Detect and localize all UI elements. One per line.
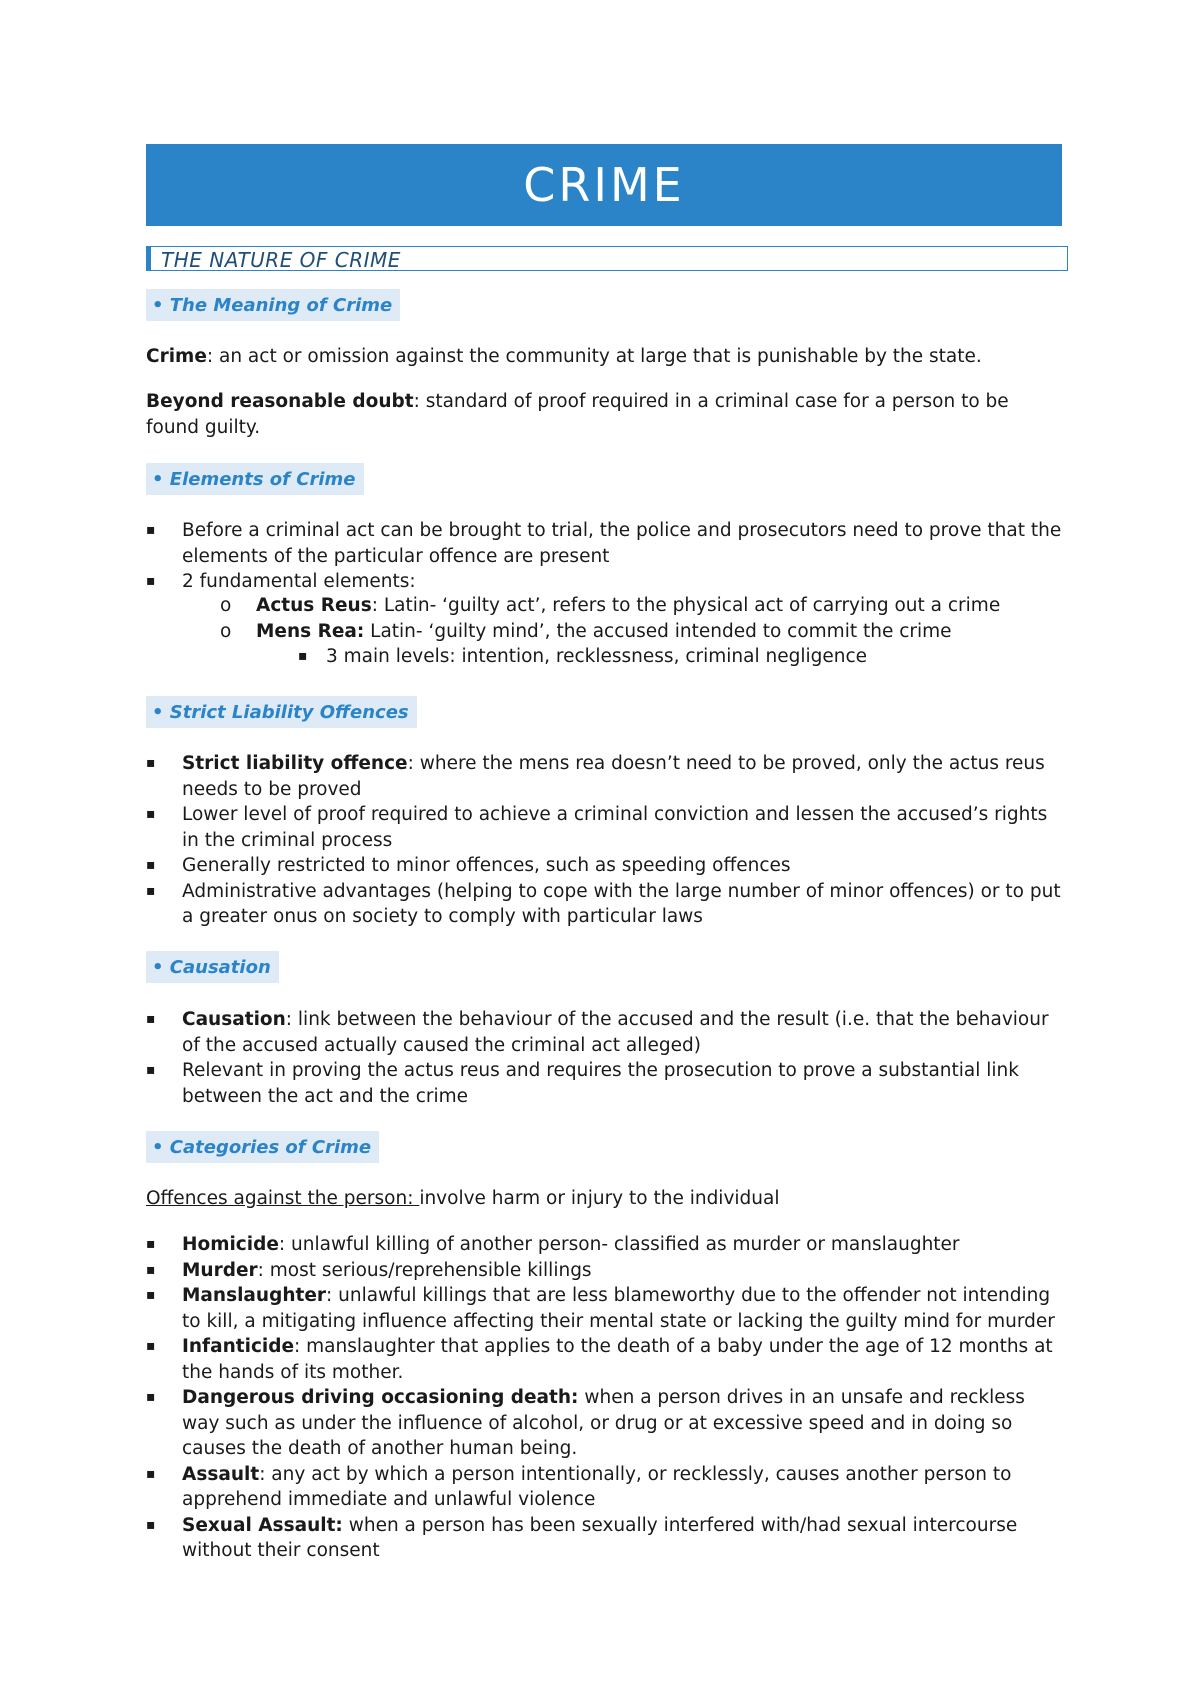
section-heading-box [146, 246, 1068, 271]
list-item [146, 1462, 1066, 1513]
square-bullet-icon: ▪ [298, 648, 308, 664]
list-item-text: when a person has been sexually interfered with/had sexual intercourse without their consent [182, 1514, 1018, 1561]
list-item-text: Lower level of proof required to achieve a criminal conviction and lessen the accused’s rights in the criminal process [182, 804, 1048, 851]
list-item-text: : where the mens rea doesn’t need to be proved, only the actus reus needs to be proved [182, 753, 1045, 800]
subheading-meaning-label: • The Meaning of Crime [152, 294, 393, 316]
elements-list [146, 518, 1066, 595]
subheading-elements-label: • Elements of Crime [152, 468, 356, 490]
list-item-term: Murder [182, 1259, 258, 1281]
categories-list [146, 1232, 1066, 1564]
offences-intro-underlined: Offences against the person: [146, 1188, 420, 1209]
list-item-term: Assault [182, 1463, 260, 1485]
list-item [146, 751, 1066, 802]
title-banner [146, 144, 1062, 226]
list-item [146, 879, 1066, 930]
sub-item-actus [146, 593, 1066, 619]
element-sublist [146, 593, 1066, 670]
list-item-text: Generally restricted to minor offences, such as speeding offences [182, 855, 791, 876]
sub-sub-item-levels [146, 644, 1066, 670]
section-heading: THE NATURE OF CRIME [161, 248, 401, 272]
list-item-text: 2 fundamental elements: [182, 571, 416, 592]
list-item [146, 1232, 1066, 1258]
list-item-text: : link between the behaviour of the accused and the result (i.e. that the behaviour of the accused actually caused the criminal act alleged) [182, 1009, 1049, 1056]
list-item [146, 1385, 1066, 1462]
levels-text: 3 main levels: intention, recklessness, criminal negligence [326, 646, 868, 667]
list-item [146, 518, 1066, 569]
list-item [146, 1513, 1066, 1564]
subheading-categories [146, 1131, 379, 1163]
subheading-strict [146, 696, 417, 728]
list-item-text: : unlawful killings that are less blameworthy due to the offender not intending to kill, a mitigating influence affecting their mental state or lacking the guilty mind for murder [182, 1285, 1055, 1332]
subheading-categories-label: • Categories of Crime [152, 1136, 372, 1158]
list-item-term: Manslaughter [182, 1285, 326, 1306]
list-item [146, 1007, 1066, 1058]
subheading-causation-label: • Causation [152, 956, 271, 978]
crime-definition [146, 344, 1066, 370]
list-item-term: Dangerous driving occasioning death: [182, 1387, 579, 1408]
list-item-text: : most serious/reprehensible killings [257, 1259, 592, 1281]
list-item [146, 1283, 1066, 1334]
list-item-text: : any act by which a person intentionally, or recklessly, causes another person to apprehend immediate and unlawful violence [182, 1463, 1012, 1510]
list-item-text: : unlawful killing of another person- classified as murder or manslaughter [278, 1234, 960, 1255]
subheading-causation [146, 951, 279, 983]
actus-term: Actus Reus [256, 595, 372, 616]
mens-term: Mens Rea: [256, 620, 365, 642]
subheading-elements [146, 463, 364, 495]
list-item-term: Homicide [182, 1234, 279, 1255]
o-marker: o [220, 595, 232, 616]
offences-intro [146, 1186, 1066, 1212]
list-item-text: Administrative advantages (helping to cope with the large number of minor offences) or to put a greater onus on society to comply with particular laws [182, 880, 1061, 927]
brd-definition [146, 389, 1066, 441]
list-item-term: Sexual Assault: [182, 1514, 343, 1536]
list-item [146, 569, 1066, 595]
list-item [146, 1058, 1066, 1109]
o-marker: o [220, 620, 232, 642]
list-item [146, 1258, 1066, 1284]
list-item-term: Causation [182, 1009, 286, 1030]
list-item-text: Relevant in proving the actus reus and requires the prosecution to prove a substantial link between the act and the crime [182, 1060, 1019, 1107]
crime-term: Crime [146, 346, 207, 367]
strict-list [146, 751, 1066, 930]
list-item [146, 1334, 1066, 1385]
crime-def: : an act or omission against the community at large that is punishable by the state. [206, 346, 982, 367]
list-item-term: Infanticide [182, 1336, 295, 1357]
subheading-strict-label: • Strict Liability Offences [152, 701, 409, 723]
causation-list [146, 1007, 1066, 1109]
mens-def: Latin- ‘guilty mind’, the accused intended to commit the crime [364, 620, 952, 642]
sub-item-mens [146, 619, 1066, 645]
offences-intro-rest: involve harm or injury to the individual [419, 1188, 780, 1209]
page-title: CRIME [523, 158, 685, 212]
brd-def: : standard of proof required in a criminal case for a person to be found guilty. [146, 391, 1009, 438]
list-item-text: when a person drives in an unsafe and reckless way such as under the influence of alcohol, or drug or at excessive speed and in doing so causes the death of another human being. [182, 1387, 1025, 1459]
list-item-term: Strict liability offence [182, 753, 408, 774]
list-item [146, 802, 1066, 853]
list-item-text: Before a criminal act can be brought to trial, the police and prosecutors need to prove that the elements of the particular offence are present [182, 520, 1062, 567]
brd-term: Beyond reasonable doubt [146, 391, 414, 412]
list-item-text: : manslaughter that applies to the death of a baby under the age of 12 months at the hands of its mother. [182, 1336, 1053, 1383]
subheading-meaning [146, 289, 400, 321]
list-item [146, 853, 1066, 879]
actus-def: : Latin- ‘guilty act’, refers to the physical act of carrying out a crime [371, 595, 1001, 616]
